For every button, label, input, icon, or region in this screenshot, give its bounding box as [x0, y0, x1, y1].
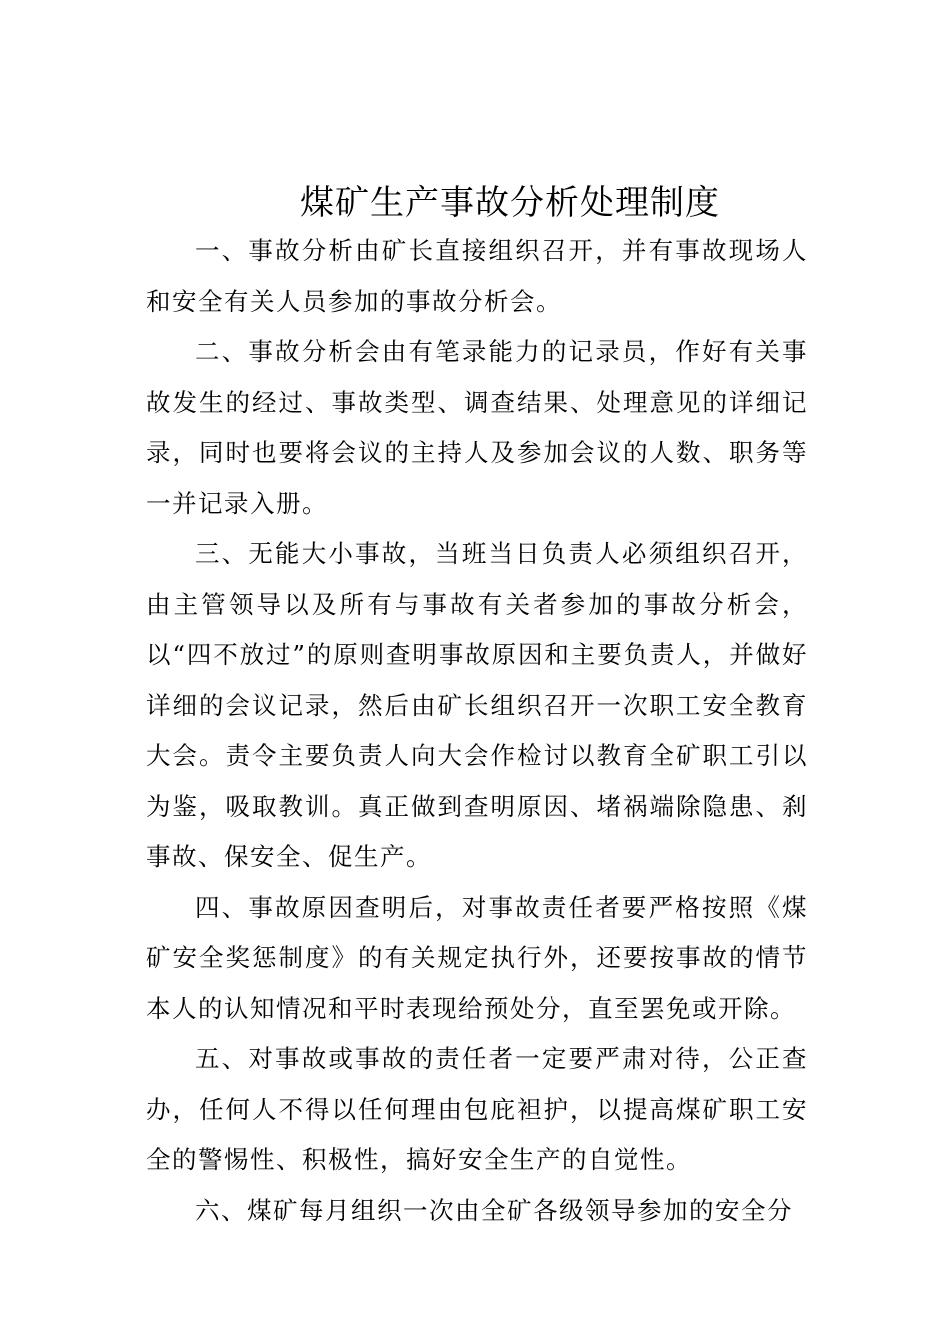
paragraph-3: 三、无能大小事故，当班当日负责人必须组织召开，由主管领导以及所有与事故有关者参加的事故分析会，以“四不放过”的原则查明事故原因和主要负责人，并做好详细的会议记录，然后由矿长组织召开一次职工安全教育大会。责令主要负责人向大会作检讨以教育全矿职工引以为鉴，吸取教训。真正做到查明原因、堵祸端除隐患、刹事故、保安全、促生产。: [146, 539, 808, 871]
paragraph-2: 二、事故分析会由有笔录能力的记录员，作好有关事故发生的经过、事故类型、调查结果、处理意见的详细记录，同时也要将会议的主持人及参加会议的人数、职务等一并记录入册。: [146, 337, 808, 518]
paragraph-5: 五、对事故或事故的责任者一定要严肃对待，公正查办，任何人不得以任何理由包庇袒护，以提高煤矿职工安全的警惕性、积极性，搞好安全生产的自觉性。: [146, 1044, 808, 1174]
paragraph-1: 一、事故分析由矿长直接组织召开，并有事故现场人和安全有关人员参加的事故分析会。: [146, 236, 808, 316]
paragraph-6: 六、煤矿每月组织一次由全矿各级领导参加的安全分: [195, 1195, 793, 1225]
document-title: 煤矿生产事故分析处理制度: [300, 183, 720, 223]
paragraph-4: 四、事故原因查明后，对事故责任者要严格按照《煤矿安全奖惩制度》的有关规定执行外，还要按事故的情节本人的认知情况和平时表现给预处分，直至罢免或开除。: [146, 892, 808, 1023]
document-body: [146, 226, 808, 1236]
